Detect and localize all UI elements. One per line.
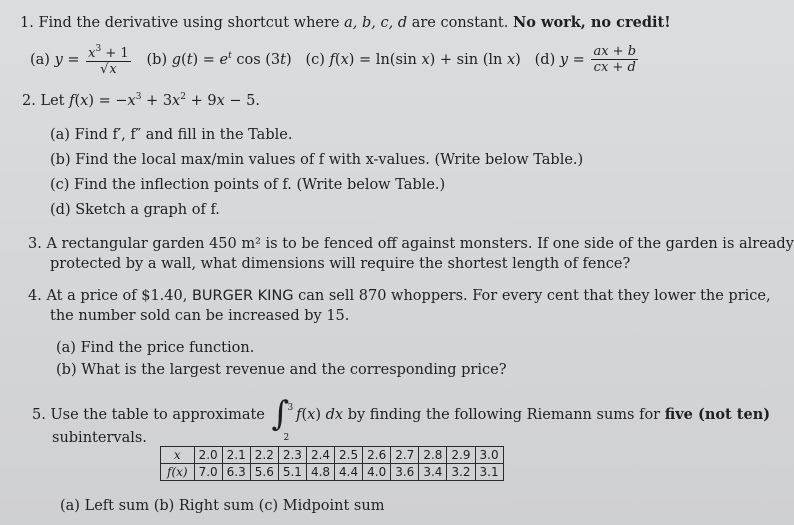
problem-2a: (a) Find f′, f″ and fill in the Table.	[50, 127, 293, 143]
problem-4-line-1: 4. At a price of $1.40, BURGER KING can sell 870 whoppers. For every cent that they lower the price,	[28, 288, 771, 304]
fraction-1d: $\frac{ax + b}{cx + d}$	[593, 44, 637, 75]
problem-4-line-2: the number sold can be increased by 15.	[50, 308, 350, 324]
problem-5-parts: (a) Left sum (b) Right sum (c) Midpoint sum	[60, 498, 385, 514]
table-row: x 2.0 2.1 2.2 2.3 2.4 2.5 2.6 2.7 2.8 2.9 3.0	[161, 447, 504, 464]
problem-4b: (b) What is the largest revenue and the corresponding price?	[56, 362, 507, 378]
part-1c: (c) f(x) = ln(sin x) + sin (ln x)	[305, 52, 521, 68]
problem-3-line-1: 3. A rectangular garden 450 m² is to be fenced off against monsters. If one side of the garden is already	[28, 236, 794, 252]
problem-3-line-2: protected by a wall, what dimensions will require the shortest length of fence?	[50, 256, 631, 272]
problem-1-heading: 1. Find the derivative using shortcut where a, b, c, d are constant. No work, no credit!	[20, 14, 671, 31]
problem-2b: (b) Find the local max/min values of f with x-values. (Write below Table.)	[50, 152, 584, 168]
problem-1-parts	[30, 42, 640, 78]
table-header-x: x	[161, 447, 195, 464]
riemann-table	[160, 446, 504, 481]
problem-2d: (d) Sketch a graph of f.	[50, 202, 220, 218]
problem-2-heading: 2. Let $f(x) = -x^3 + 3x^2 + 9x - 5$.	[22, 92, 260, 109]
problem-4a: (a) Find the price function.	[56, 340, 255, 356]
problem-5-line-2: subintervals.	[52, 430, 147, 446]
part-1a: (a) y = $\frac{x^3 + 1}{√x}$	[30, 44, 129, 77]
problem-5-line-1: 5. Use the table to approximate ∫ 3 2 f(x) dx by finding the following Riemann sums for five (not ten)	[32, 394, 771, 443]
problem-2c: (c) Find the inflection points of f. (Write below Table.)	[50, 177, 446, 193]
part-1d: (d) y = $\frac{ax + b}{cx + d}$	[534, 44, 637, 75]
fraction-1a: $\frac{x^3 + 1}{√x}$	[88, 44, 129, 77]
part-1b: (b) $g(t) = e^t$ cos (3t)	[146, 51, 292, 68]
table-row: f(x) 7.0 6.3 5.6 5.1 4.8 4.4 4.0 3.6 3.4 3.2 3.1	[161, 464, 504, 481]
table-header-fx: f(x)	[161, 464, 195, 481]
